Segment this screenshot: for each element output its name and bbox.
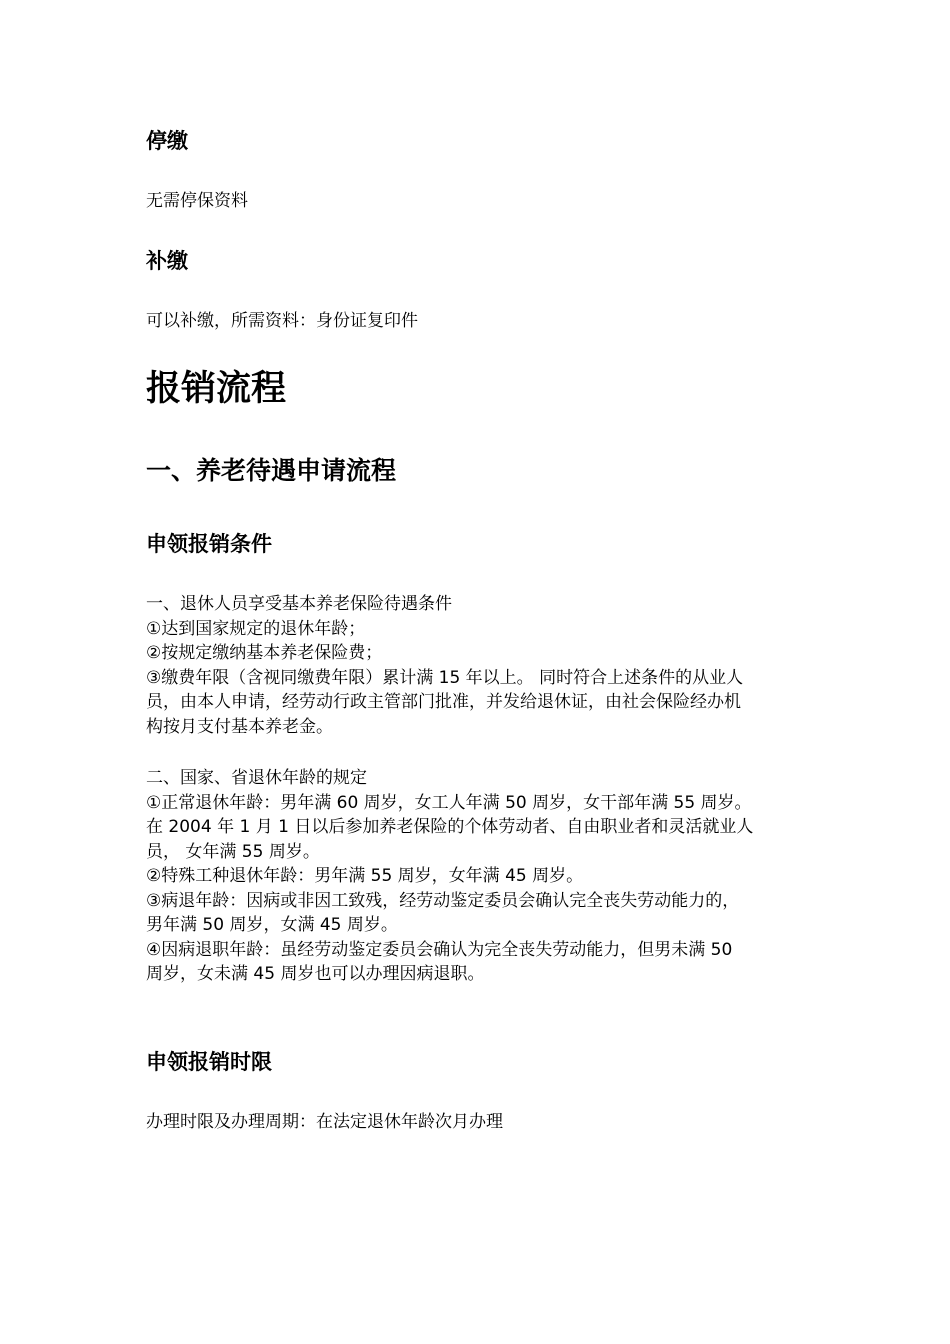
supplement-text: 可以补缴，所需资料：身份证复印件 xyxy=(146,311,418,331)
conditions-line: ①达到国家规定的退休年龄； xyxy=(146,618,366,639)
supplement-heading: 补缴 xyxy=(146,249,188,273)
age-rule-line: ③病退年龄：因病或非因工致残，经劳动鉴定委员会确认完全丧失劳动能力的， xyxy=(146,890,740,911)
age-rule-line: 周岁，女未满 45 周岁也可以办理因病退职。 xyxy=(146,964,485,984)
pension-heading: 一、养老待遇申请流程 xyxy=(146,456,397,485)
age-rule-line: ④因病退职年龄：虽经劳动鉴定委员会确认为完全丧失劳动能力，但男未满 50 xyxy=(146,939,733,960)
conditions-line: 一、退休人员享受基本养老保险待遇条件 xyxy=(146,594,452,614)
conditions-block xyxy=(146,592,810,739)
time-limit-text: 办理时限及办理周期：在法定退休年龄次月办理 xyxy=(146,1112,503,1132)
conditions-line: ②按规定缴纳基本养老保险费； xyxy=(146,643,383,663)
time-limit-heading: 申领报销时限 xyxy=(146,1050,272,1074)
conditions-line: 构按月支付基本养老金。 xyxy=(146,716,333,737)
age-rule-line: 二、国家、省退休年龄的规定 xyxy=(146,768,367,788)
stop-heading: 停缴 xyxy=(146,129,188,153)
stop-text: 无需停保资料 xyxy=(146,191,248,211)
age-rule-line: ②特殊工种退休年龄：男年满 55 周岁，女年满 45 周岁。 xyxy=(146,866,584,886)
process-title: 报销流程 xyxy=(146,369,287,409)
conditions-line: ③缴费年限（含视同缴费年限）累计满 15 年以上。 同时符合上述条件的从业人 xyxy=(146,667,744,688)
age-rules-block xyxy=(146,766,810,987)
age-rule-line: 在 2004 年 1 月 1 日以后参加养老保险的个体劳动者、自由职业者和灵活就业人 xyxy=(146,817,754,837)
age-rule-line: 男年满 50 周岁，女满 45 周岁。 xyxy=(146,915,398,935)
conditions-heading: 申领报销条件 xyxy=(146,532,272,556)
age-rule-line: ①正常退休年龄：男年满 60 周岁，女工人年满 50 周岁，女干部年满 55 周岁。 xyxy=(146,792,752,813)
conditions-line: 员，由本人申请，经劳动行政主管部门批准，并发给退休证，由社会保险经办机 xyxy=(146,692,741,712)
age-rule-line: 员， 女年满 55 周岁。 xyxy=(146,841,320,862)
